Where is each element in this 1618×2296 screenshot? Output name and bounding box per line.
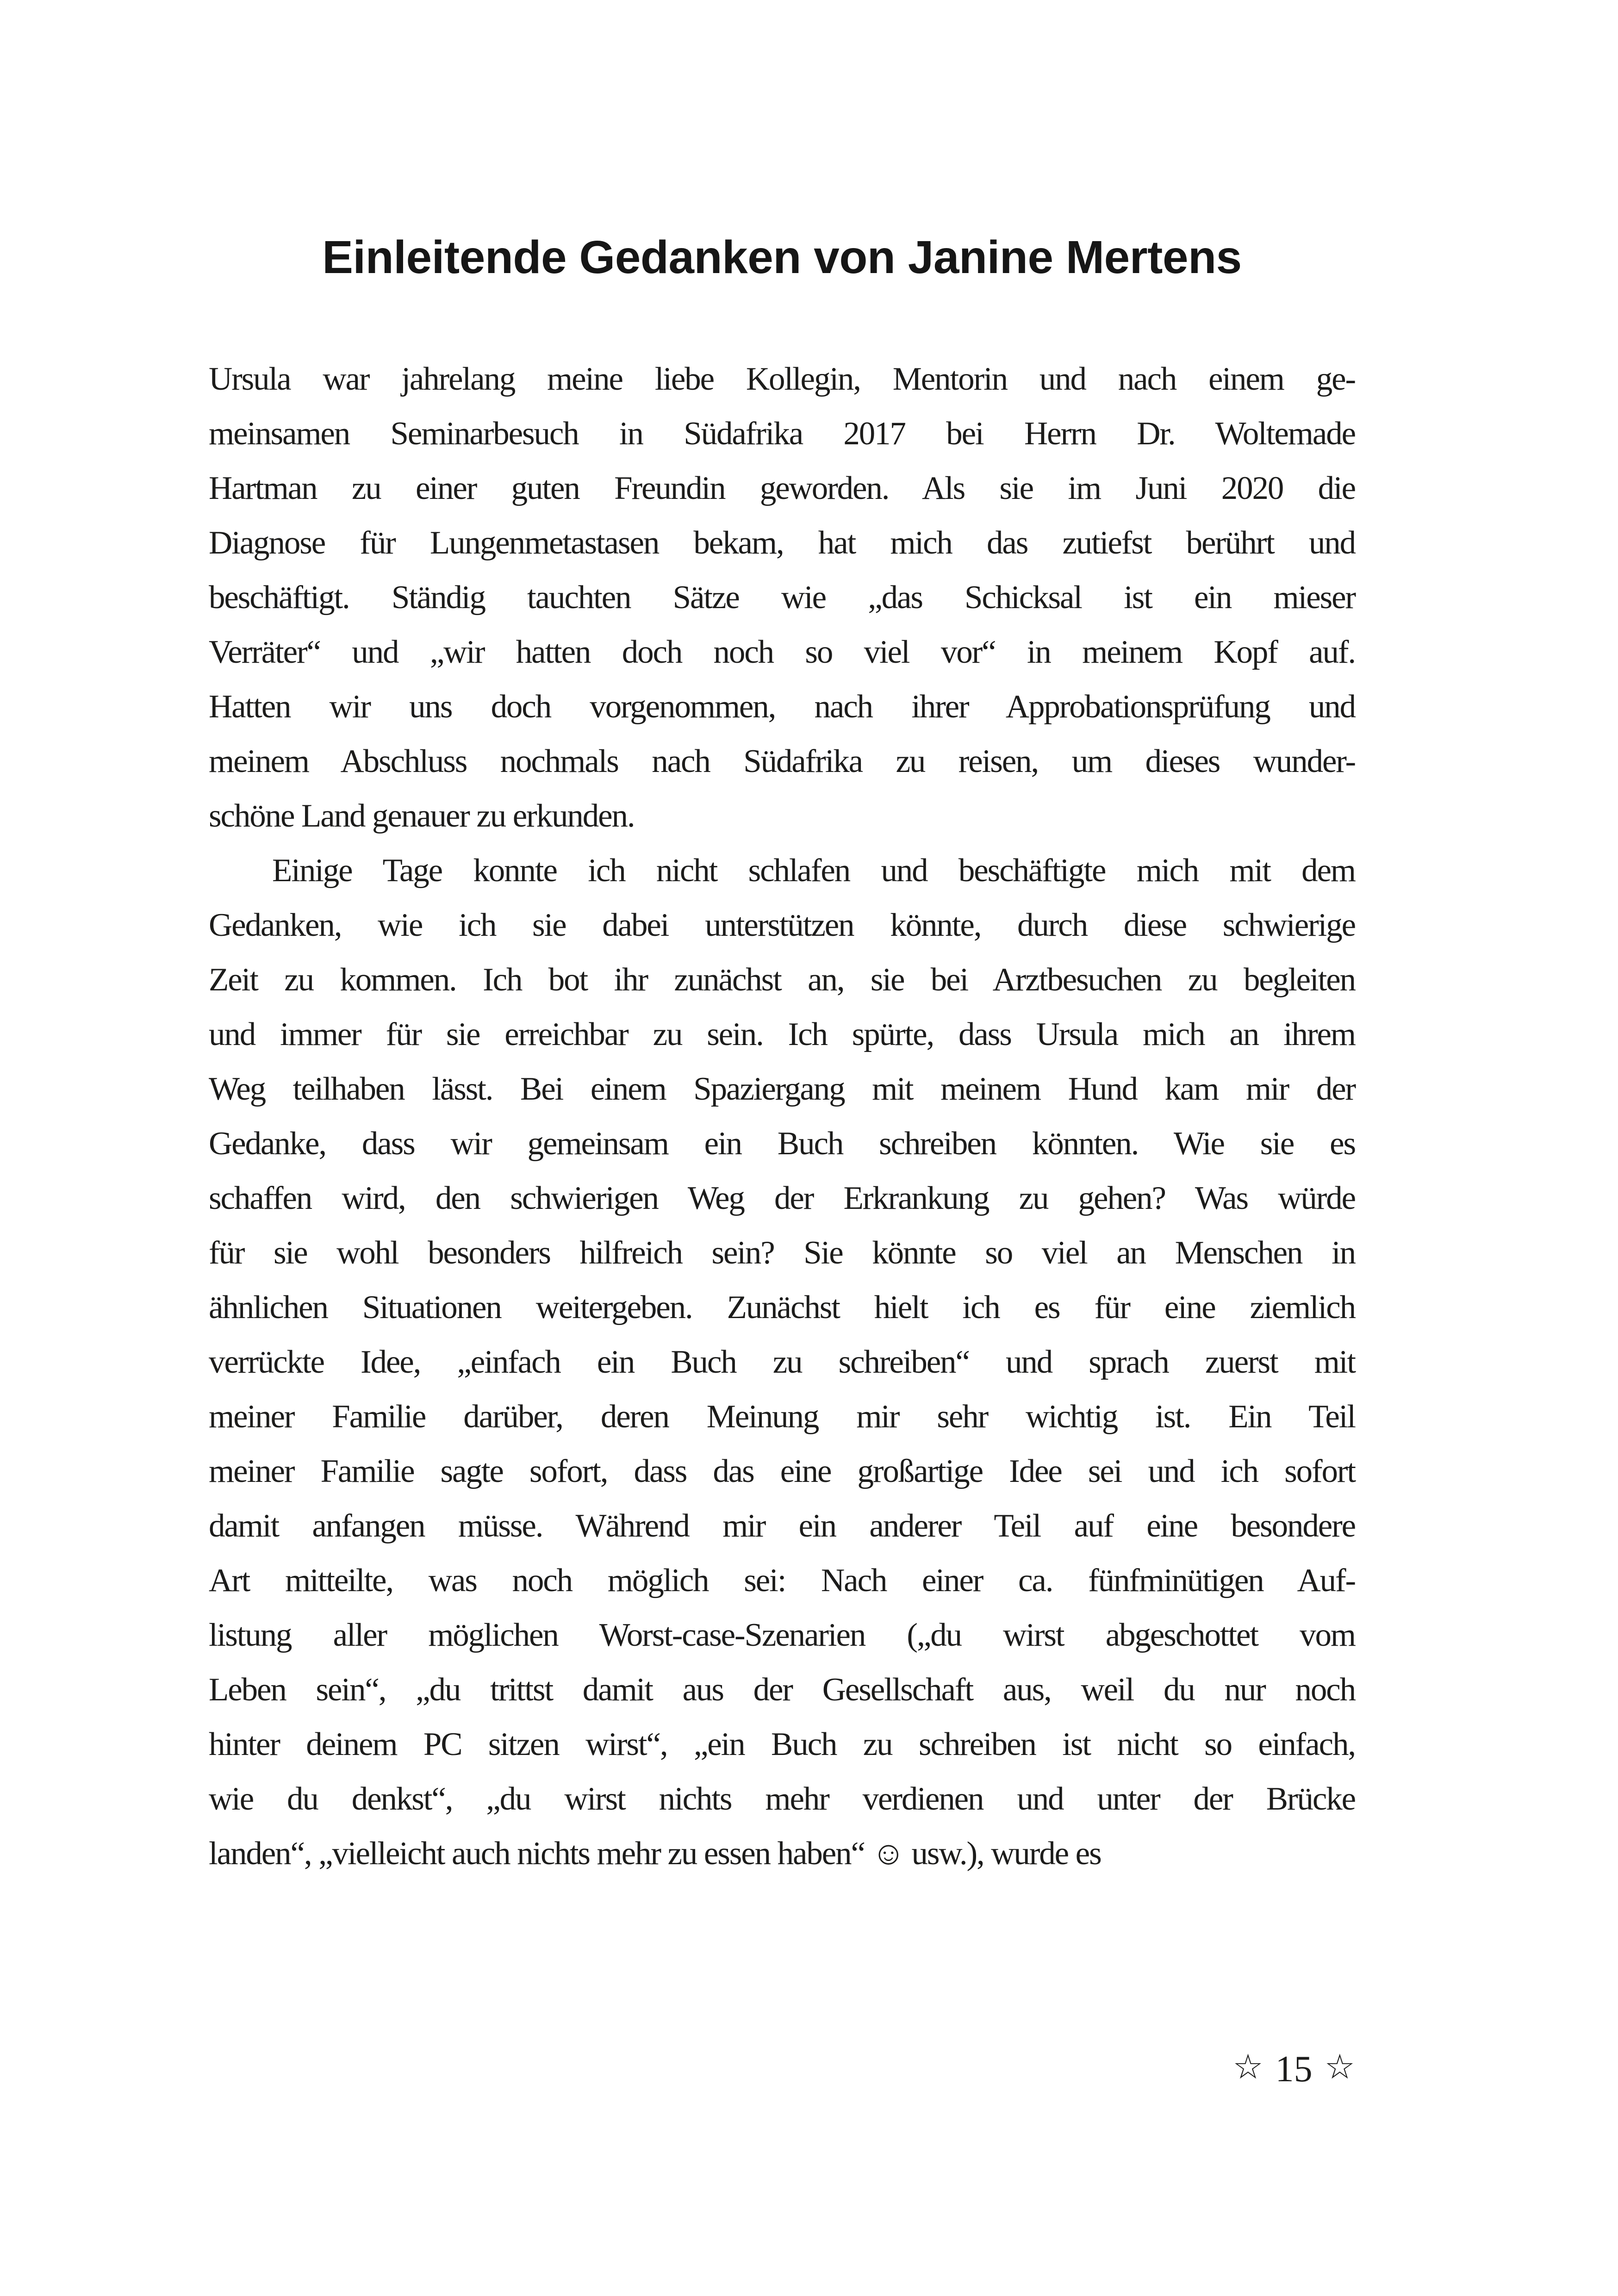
text-line: Art mitteilte, was noch möglich sei: Nach einer ca. fünfminütigen Auf- bbox=[209, 1562, 1355, 1599]
page-footer bbox=[1232, 2042, 1355, 2097]
star-icon-right: ☆ bbox=[1324, 2048, 1355, 2086]
text-line: Gedanke, dass wir gemeinsam ein Buch schreiben könnten. Wie sie es bbox=[209, 1126, 1355, 1162]
text-line: ähnlichen Situationen weitergeben. Zunächst hielt ich es für eine ziemlich bbox=[209, 1289, 1355, 1325]
text-block bbox=[209, 352, 1355, 1881]
text-line: meiner Familie darüber, deren Meinung mir sehr wichtig ist. Ein Teil bbox=[209, 1399, 1355, 1435]
text-line: wie du denkst“, „du wirst nichts mehr verdienen und unter der Brücke bbox=[209, 1781, 1355, 1817]
text-line: damit anfangen müsse. Während mir ein anderer Teil auf eine besondere bbox=[209, 1508, 1355, 1544]
text-line: Gedanken, wie ich sie dabei unterstützen könnte, durch diese schwierige bbox=[209, 907, 1355, 943]
text-line: landen“, „vielleicht auch nichts mehr zu essen haben“ ☺ usw.), wurde es bbox=[209, 1836, 1101, 1872]
text-line: hinter deinem PC sitzen wirst“, „ein Buch zu schreiben ist nicht so einfach, bbox=[209, 1726, 1355, 1762]
text-line: schaffen wird, den schwierigen Weg der Erkrankung zu gehen? Was würde bbox=[209, 1180, 1355, 1216]
text-line: Hartman zu einer guten Freundin geworden. Als sie im Juni 2020 die bbox=[209, 470, 1355, 506]
star-icon-left: ☆ bbox=[1232, 2048, 1263, 2086]
text-line: meinem Abschluss nochmals nach Südafrika zu reisen, um dieses wunder- bbox=[209, 743, 1355, 779]
text-line: meinsamen Seminarbesuch in Südafrika 2017 bei Herrn Dr. Woltemade bbox=[209, 416, 1355, 452]
text-line: listung aller möglichen Worst-case-Szenarien („du wirst abgeschottet vom bbox=[209, 1617, 1355, 1653]
text-line: meiner Familie sagte sofort, dass das eine großartige Idee sei und ich sofort bbox=[209, 1453, 1355, 1489]
paragraph bbox=[209, 352, 1355, 843]
text-line: verrückte Idee, „einfach ein Buch zu schreiben“ und sprach zuerst mit bbox=[209, 1344, 1355, 1380]
chapter-title: Einleitende Gedanken von Janine Mertens bbox=[322, 231, 1242, 283]
text-line: für sie wohl besonders hilfreich sein? Sie könnte so viel an Menschen in bbox=[209, 1235, 1355, 1271]
text-line: Ursula war jahrelang meine liebe Kollegin, Mentorin und nach einem ge- bbox=[209, 361, 1355, 397]
text-line: Verräter“ und „wir hatten doch noch so viel vor“ in meinem Kopf auf. bbox=[209, 634, 1355, 670]
text-line: beschäftigt. Ständig tauchten Sätze wie „das Schicksal ist ein mieser bbox=[209, 579, 1355, 616]
page-number: 15 bbox=[1275, 2049, 1313, 2090]
text-line: Einige Tage konnte ich nicht schlafen und beschäftigte mich mit dem bbox=[272, 852, 1355, 889]
text-line: Zeit zu kommen. Ich bot ihr zunächst an, sie bei Arztbesuchen zu begleiten bbox=[209, 962, 1355, 998]
text-line: Hatten wir uns doch vorgenommen, nach ihrer Approbationsprüfung und bbox=[209, 689, 1355, 725]
text-line: Weg teilhaben lässt. Bei einem Spaziergang mit meinem Hund kam mir der bbox=[209, 1071, 1355, 1107]
paragraph bbox=[209, 843, 1355, 1881]
text-line: Leben sein“, „du trittst damit aus der Gesellschaft aus, weil du nur noch bbox=[209, 1672, 1355, 1708]
text-line: und immer für sie erreichbar zu sein. Ich spürte, dass Ursula mich an ihrem bbox=[209, 1016, 1355, 1052]
text-line: Diagnose für Lungenmetastasen bekam, hat mich das zutiefst berührt und bbox=[209, 525, 1355, 561]
text-line: schöne Land genauer zu erkunden. bbox=[209, 798, 635, 834]
